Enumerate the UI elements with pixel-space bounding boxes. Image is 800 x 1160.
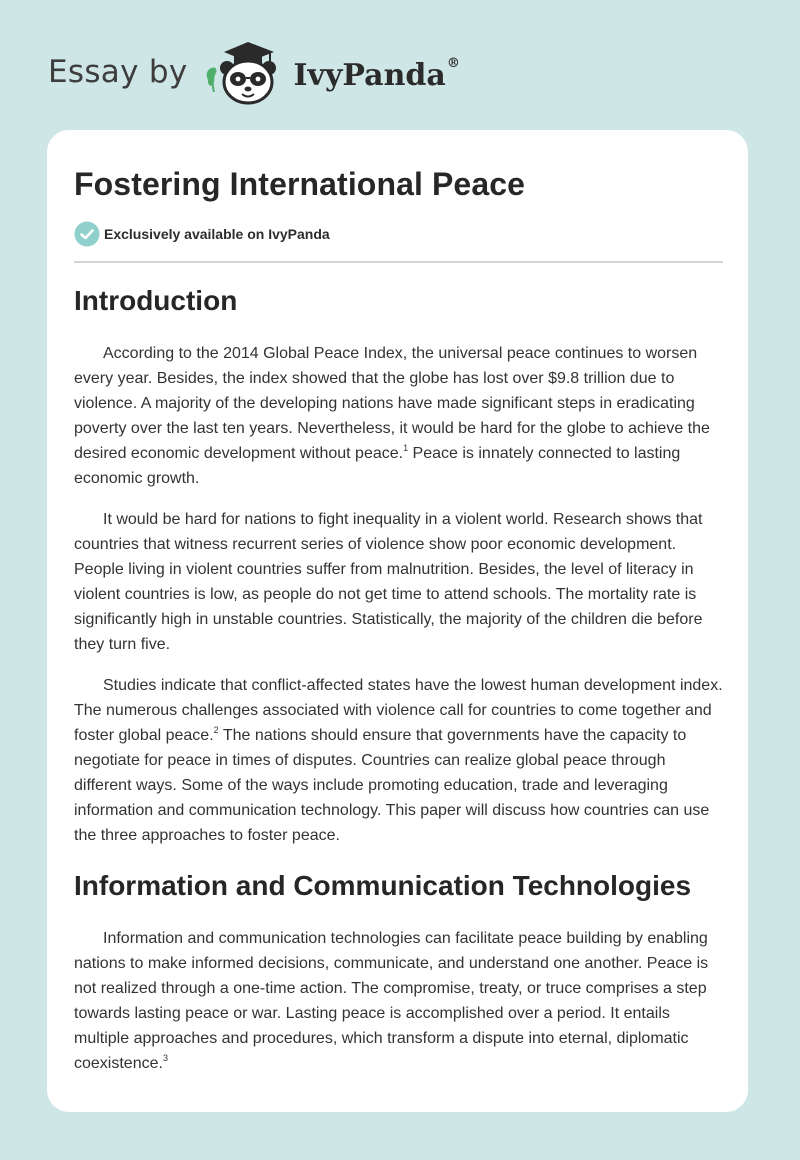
panda-logo-icon xyxy=(202,36,286,108)
title-divider xyxy=(74,261,723,263)
footnote-ref[interactable]: 3 xyxy=(162,1052,168,1063)
section-heading: Introduction xyxy=(74,285,238,316)
exclusive-badge-label: Exclusively available on IvyPanda xyxy=(104,226,330,242)
paragraph: Studies indicate that conflict-affected states have the lowest human development index. The numerous challenges associated with violence call for countries to come together and foster global peace.$^2$ The nations should ensure that governments have the capacity to negotiate for peace in times of disputes. Countries can realize global peace through different ways. Some of the ways include promoting education, trade and leveraging information and communication technology. This paper will discuss how countries can use the three approaches to foster peace. xyxy=(74,677,723,844)
footnote-ref[interactable]: 1 xyxy=(403,442,409,453)
essay-card xyxy=(47,130,748,1112)
section-heading: Information and Communication Technologies xyxy=(74,870,692,901)
paragraph: Information and communication technologies can facilitate peace building by enabling nations to make informed decisions, communicate, and understand one another. Peace is not realized through a one-time action. The compromise, treaty, or truce comprises a step towards lasting peace or war. Lasting peace is accomplished over a period. It entails multiple approaches and procedures, which transform a dispute into eternal, diplomatic coexistence.$^3$ xyxy=(74,930,709,1072)
page-title: Fostering International Peace xyxy=(74,166,526,202)
paragraph: It would be hard for nations to fight inequality in a violent world. Research shows that countries that witness recurrent series of violence show poor economic development. People living in violent countries suffer from malnutrition. Besides, the level of literacy in violent countries is low, as people do not get time to attend schools. The mortality rate is significantly high in unstable countries. Statistically, the majority of the children die before they turn five. xyxy=(74,511,703,653)
footnote-ref[interactable]: 2 xyxy=(213,724,219,735)
ivypanda-wordmark: IvyPanda® xyxy=(293,55,460,93)
essay-body xyxy=(74,281,724,1076)
site-brand[interactable] xyxy=(48,32,460,112)
check-circle-icon xyxy=(74,221,100,247)
essay-by-label: Essay by xyxy=(48,54,188,90)
paragraph: According to the 2014 Global Peace Index, the universal peace continues to worsen every year. Besides, the index showed that the globe has lost over $9.8 trillion due to violence. A majority of the developing nations have made significant steps in eradicating poverty over the last ten years. Nevertheless, it would be hard for the globe to achieve the desired economic development without peace.$^1$ Peace is innately connected to lasting economic growth. xyxy=(74,345,710,487)
exclusive-badge xyxy=(74,221,330,247)
